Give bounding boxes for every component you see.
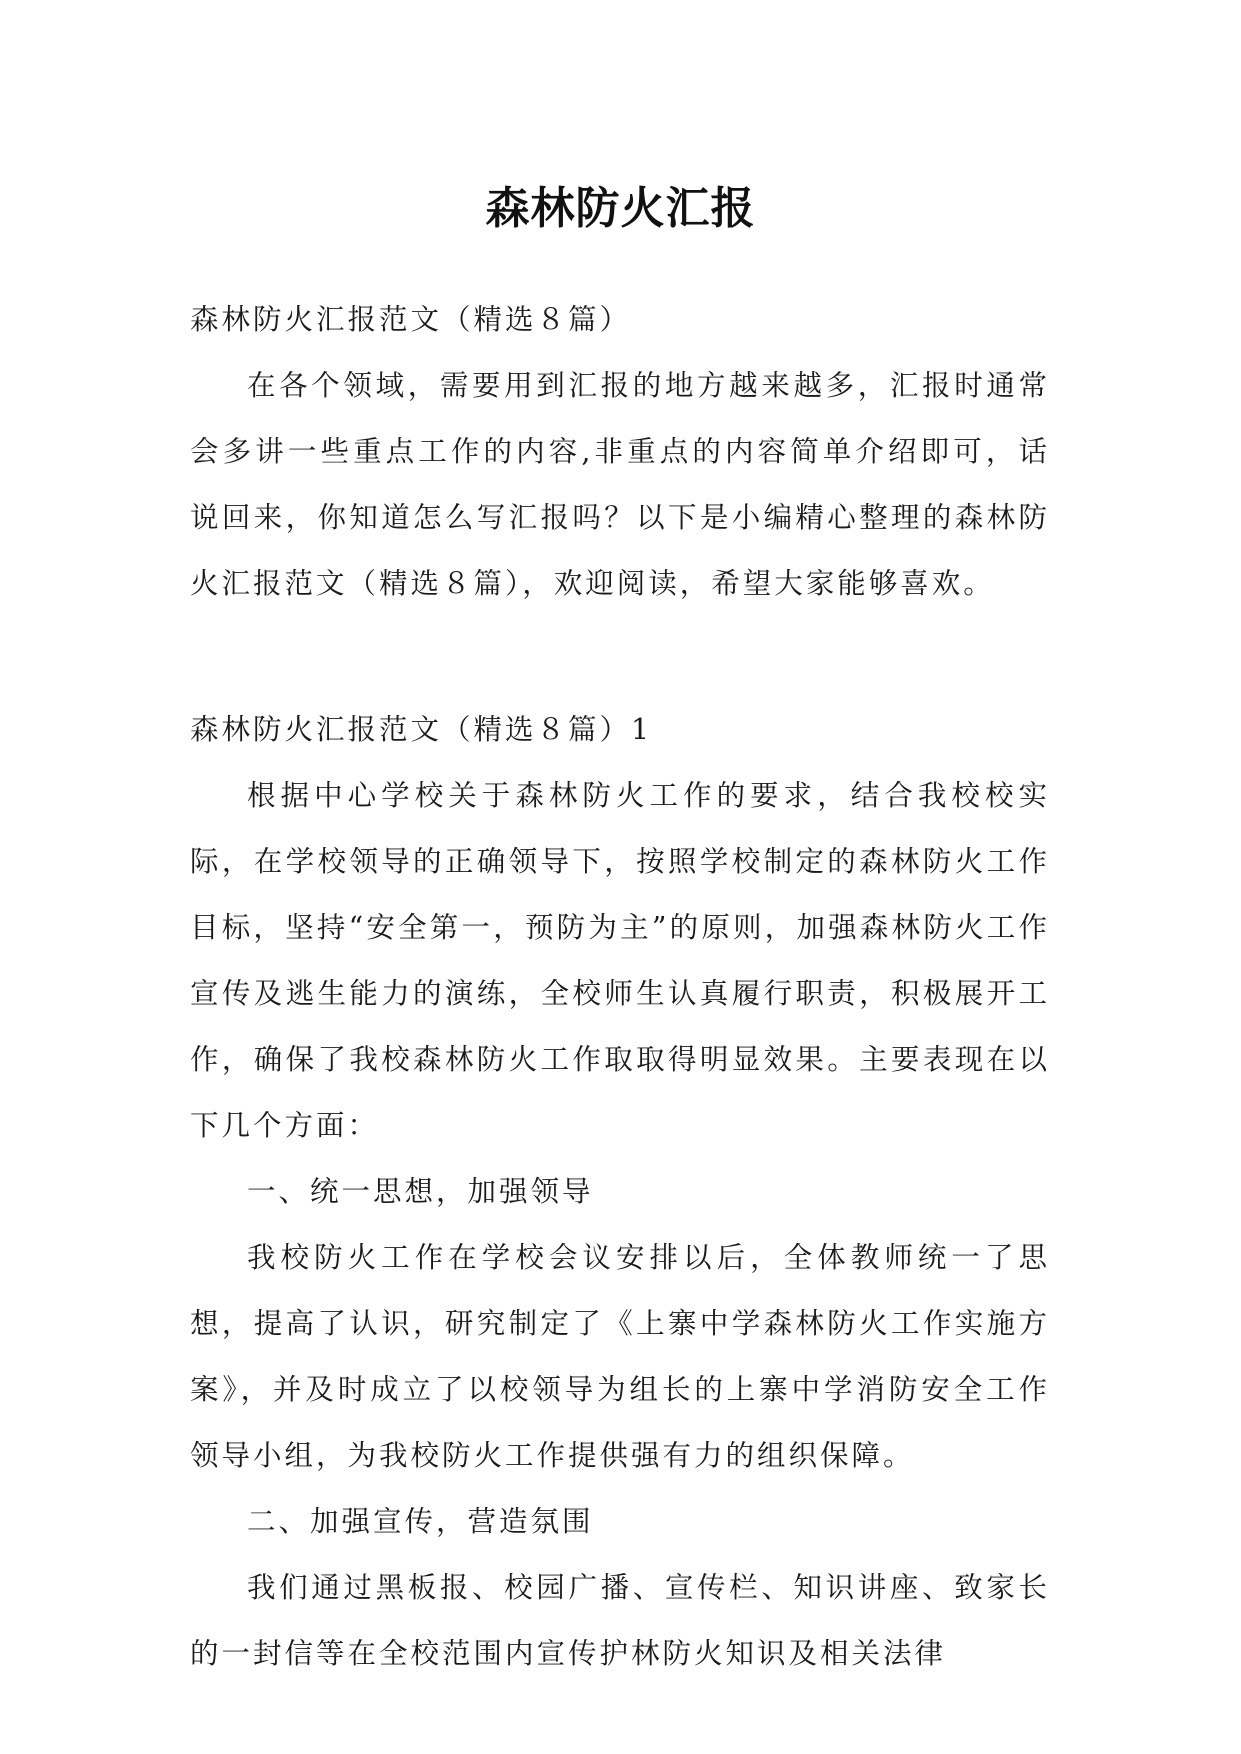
point-1-paragraph: 我校防火工作在学校会议安排以后，全体教师统一了思想，提高了认识，研究制定了《上寨中学森林防火工作实施方案》，并及时成立了以校领导为组长的上寨中学消防安全工作领导小组，为我校防火工作提供强有力的组织保障。 xyxy=(190,1241,1050,1472)
point-2-paragraph: 我们通过黑板报、校园广播、宣传栏、知识讲座、致家长的一封信等在全校范围内宣传护林防火知识及相关法律 xyxy=(190,1571,1050,1670)
document-title: 森林防火汇报 xyxy=(485,183,756,235)
section-intro-paragraph: 根据中心学校关于森林防火工作的要求，结合我校校实际，在学校领导的正确领导下，按照学校制定的森林防火工作目标，坚持“安全第一，预防为主”的原则，加强森林防火工作宣传及逃生能力的演练，全校师生认真履行职责，积极展开工作，确保了我校森林防火工作取取得明显效果。主要表现在以下几个方面： xyxy=(190,779,1050,1142)
document-body xyxy=(190,287,1050,1687)
point-1-heading: 一、统一思想，加强领导 xyxy=(247,1175,594,1208)
point-2-heading: 二、加强宣传，营造氛围 xyxy=(247,1505,594,1538)
intro-paragraph: 在各个领域，需要用到汇报的地方越来越多，汇报时通常会多讲一些重点工作的内容,非重点的内容简单介绍即可，话说回来，你知道怎么写汇报吗？以下是小编精心整理的森林防火汇报范文（精选８篇），欢迎阅读，希望大家能够喜欢。 xyxy=(190,369,1050,600)
document-subtitle: 森林防火汇报范文（精选８篇） xyxy=(190,303,632,336)
section-heading: 森林防火汇报范文（精选８篇）1 xyxy=(190,713,653,746)
section-spacer xyxy=(190,617,1050,697)
